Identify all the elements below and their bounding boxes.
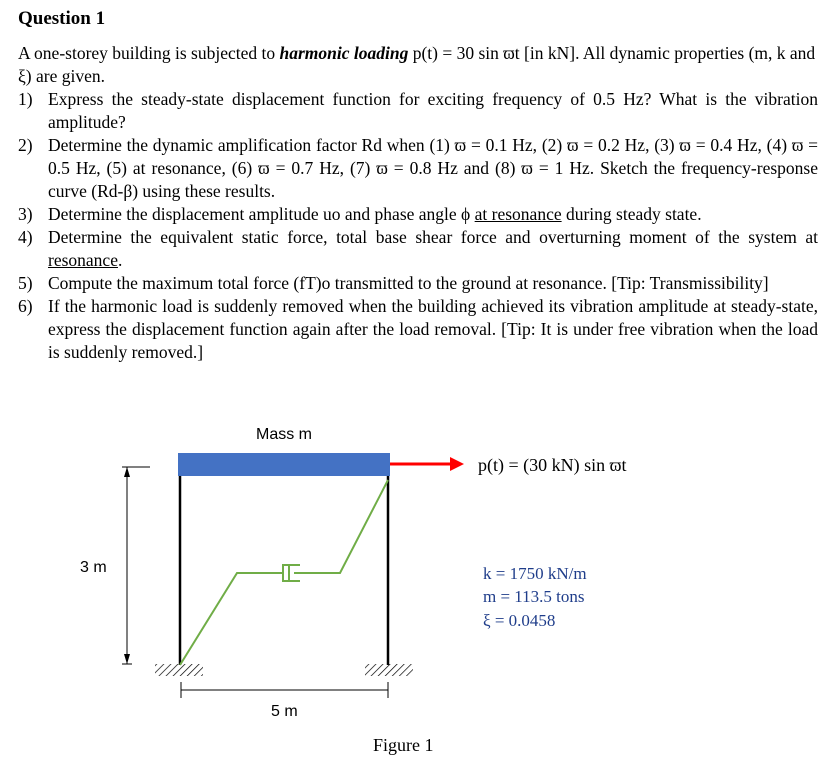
mass-block <box>178 453 390 476</box>
height-arrow-top <box>124 467 130 477</box>
intro-bold: harmonic loading <box>279 43 409 63</box>
mass-label: Mass m <box>256 426 312 443</box>
spring-line <box>180 573 283 665</box>
question-item-1: 1) Express the steady-state displacement function for exciting frequency of 0.5 Hz? What is the vibration amplitude? <box>18 89 818 132</box>
left-support-hatch <box>155 664 203 676</box>
question-item-2: 2) Determine the dynamic amplification factor Rd when (1) ϖ = 0.1 Hz, (2) ϖ = 0.2 Hz, (3) ϖ = 0.4 Hz, (4) ϖ = 0.5 Hz, (5) at resonance, (6) ϖ = 0.7 Hz, (7) ϖ = 0.8 Hz and (8) ϖ = 1 Hz. Sketch the frequency-response curve (Rd-β) using these results. <box>18 135 818 201</box>
question-item-6: 6) If the harmonic load is suddenly removed when the building achieved its vibration amplitude at steady-state, express the displacement function again after the load removal. [Tip: It is under free vibration when the load is suddenly removed.] <box>18 296 818 362</box>
intro-text-2: p(t) = 30 sin ϖt [in kN]. All dynamic properties (m, k and ξ) are given. <box>18 43 816 86</box>
question-item-3: 3) Determine the displacement amplitude uo and phase angle ϕ at resonance during steady state. <box>18 204 702 224</box>
question-item-5: 5) Compute the maximum total force (fT)o transmitted to the ground at resonance. [Tip: Transmissibility] <box>18 273 769 293</box>
stiffness-label: k = 1750 kN/m <box>483 564 587 583</box>
height-label: 3 m <box>80 559 107 576</box>
question-title: Question 1 <box>18 8 106 29</box>
damping-label: ξ = 0.0458 <box>483 611 556 630</box>
load-arrow-head <box>450 457 464 471</box>
question-item-4: 4) Determine the equivalent static force, total base shear force and overturning moment of the system at resonance. <box>18 227 818 270</box>
figure-caption: Figure 1 <box>373 735 434 755</box>
intro-text-1: A one-storey building is subjected to <box>18 43 280 63</box>
damper-line <box>294 480 388 573</box>
width-label: 5 m <box>271 703 298 720</box>
mass-value-label: m = 113.5 tons <box>483 587 585 606</box>
height-arrow-bottom <box>124 654 130 664</box>
load-label: p(t) = (30 kN) sin ϖt <box>478 455 627 475</box>
right-support-hatch <box>365 664 413 676</box>
